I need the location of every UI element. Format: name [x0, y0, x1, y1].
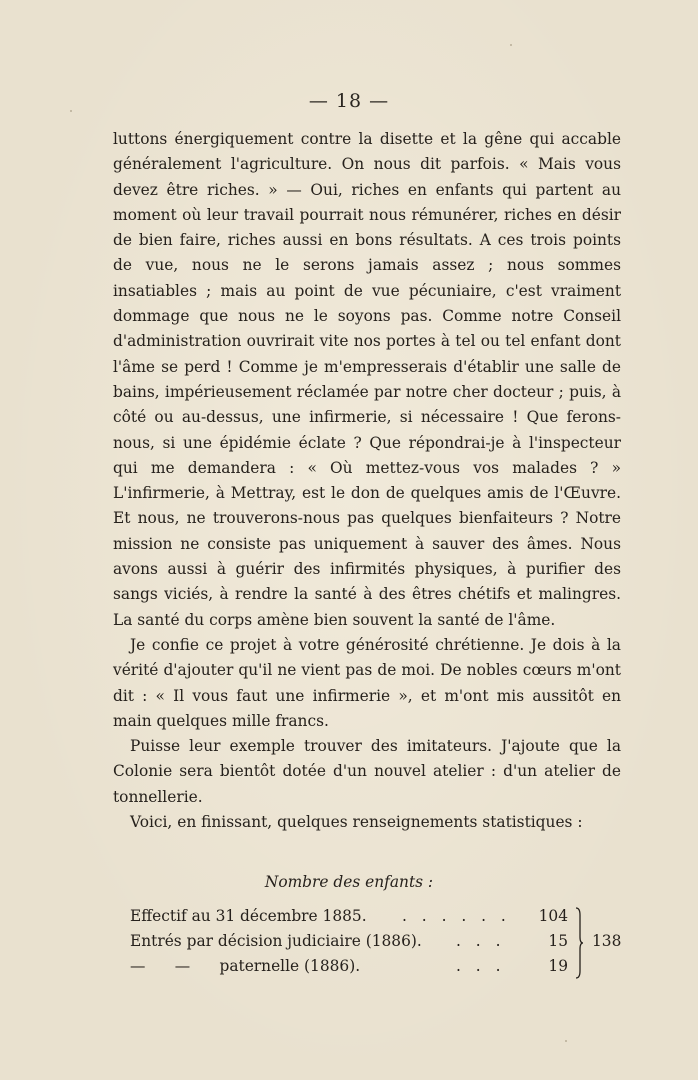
- brace-icon: [575, 907, 583, 979]
- page-number: — 18 —: [308, 90, 390, 112]
- body-text: [113, 127, 621, 835]
- paragraph: Puisse leur exemple trouver des imitateurs. J'ajoute que la Colonie sera bientôt dotée d'un nouvel atelier : d'un atelier de tonnellerie.: [113, 737, 621, 806]
- stats-row-label: — — paternelle (1886).: [130, 957, 361, 975]
- leader-dots: . . . . . .: [402, 907, 511, 925]
- paper-speck: [565, 1040, 567, 1042]
- stats-row-value: 19: [548, 957, 568, 975]
- paper-speck: [510, 44, 512, 46]
- leader-dots: . . .: [456, 932, 506, 950]
- stats-row-label: Entrés par décision judiciaire (1886).: [130, 932, 422, 950]
- stats-caption: Nombre des enfants :: [264, 873, 434, 891]
- stats-row-label: Effectif au 31 décembre 1885.: [130, 907, 367, 925]
- leader-dots: . . .: [456, 957, 506, 975]
- paragraph: luttons énergiquement contre la disette et la gêne qui accable généralement l'agriculture. On nous dit parfois. « Mais vous devez être riches. » — Oui, riches en enfants qui partent au moment où leur travail pourrait nous rémunérer, riches en désir de bien faire, riches aussi en bons résultats. A ces trois points de vue, nous ne le serons jamais assez ; nous sommes insatiables ; mais au point de vue pécuniaire, c'est vraiment dommage que nous ne le soyons pas. Comme notre Conseil d'administration ouvrirait vite nos portes à tel ou tel enfant dont l'âme se perd ! Comme je m'empresserais d'établir une salle de bains, impérieusement réclamée par notre cher docteur ; puis, à côté ou au-dessus, une infirmerie, si nécessaire ! Que ferons-nous, si une épidémie éclate ? Que répondrai-je à l'inspecteur qui me demandera : « Où mettez-vous vos malades ? » L'infirmerie, à Mettray, est le don de quelques amis de l'Œuvre. Et nous, ne trouverons-nous pas quelques bienfaiteurs ? Notre mission ne consiste pas uniquement à sauver des âmes. Nous avons aussi à guérir des infirmités physiques, à purifier des sangs viciés, à rendre la santé à des êtres chétifs et malingres. La santé du corps amène bien souvent la santé de l'âme.: [113, 130, 621, 629]
- stats-total: 138: [592, 932, 622, 950]
- paragraph: Je confie ce projet à votre générosité chrétienne. Je dois à la vérité d'ajouter qu'il ne vient pas de moi. De nobles cœurs m'ont dit : « Il vous faut une infirmerie », et m'ont mis aussitôt en main quelques mille francs.: [113, 635, 621, 730]
- paragraph: Voici, en finissant, quelques renseignements statistiques :: [130, 813, 583, 832]
- stats-row-value: 104: [538, 907, 568, 925]
- stats-row-value: 15: [548, 932, 568, 950]
